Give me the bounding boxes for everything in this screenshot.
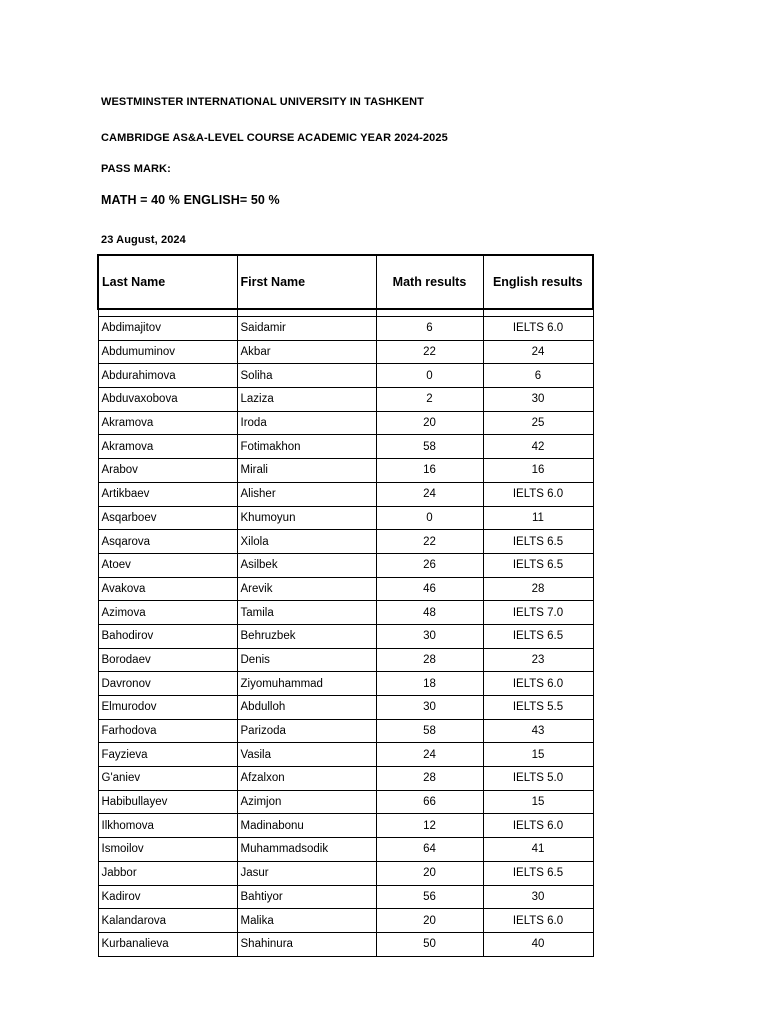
english-result-cell: 16 [483, 459, 593, 483]
first-name-cell: Alisher [237, 482, 376, 506]
table-row [98, 364, 593, 388]
last-name-cell: Artikbaev [98, 482, 237, 506]
first-name-cell: Khumoyun [237, 506, 376, 530]
math-result-cell: 26 [376, 553, 483, 577]
math-result-cell: 22 [376, 530, 483, 554]
last-name-cell: Kadirov [98, 885, 237, 909]
last-name-cell: Davronov [98, 672, 237, 696]
english-result-cell: 42 [483, 435, 593, 459]
column-header-english-results: English results [483, 255, 593, 309]
first-name-cell: Afzalxon [237, 767, 376, 791]
first-name-cell: Saidamir [237, 317, 376, 341]
last-name-cell: Avakova [98, 577, 237, 601]
pass-mark-values: MATH = 40 % ENGLISH= 50 % [101, 193, 280, 207]
first-name-cell: Shahinura [237, 932, 376, 956]
table-row [98, 553, 593, 577]
first-name-cell: Laziza [237, 388, 376, 412]
math-result-cell: 46 [376, 577, 483, 601]
first-name-cell: Jasur [237, 861, 376, 885]
english-result-cell: 15 [483, 790, 593, 814]
english-result-cell: IELTS 6.0 [483, 482, 593, 506]
university-title: WESTMINSTER INTERNATIONAL UNIVERSITY IN TASHKENT [101, 96, 424, 108]
math-result-cell: 20 [376, 411, 483, 435]
english-result-cell: 28 [483, 577, 593, 601]
english-result-cell: 41 [483, 838, 593, 862]
math-result-cell: 20 [376, 861, 483, 885]
last-name-cell: Elmurodov [98, 696, 237, 720]
last-name-cell: Borodaev [98, 648, 237, 672]
first-name-cell: Abdulloh [237, 696, 376, 720]
results-table [97, 254, 594, 957]
table-row [98, 411, 593, 435]
math-result-cell: 22 [376, 340, 483, 364]
english-result-cell: IELTS 6.5 [483, 624, 593, 648]
table-row [98, 530, 593, 554]
table-row [98, 672, 593, 696]
table-row [98, 767, 593, 791]
last-name-cell: Asqarboev [98, 506, 237, 530]
first-name-cell: Behruzbek [237, 624, 376, 648]
english-result-cell: 25 [483, 411, 593, 435]
math-result-cell: 30 [376, 624, 483, 648]
first-name-cell: Vasila [237, 743, 376, 767]
math-result-cell: 20 [376, 909, 483, 933]
first-name-cell: Muhammadsodik [237, 838, 376, 862]
english-result-cell: IELTS 6.0 [483, 317, 593, 341]
column-header-first-name: First Name [237, 255, 376, 309]
first-name-cell: Iroda [237, 411, 376, 435]
english-result-cell: IELTS 6.5 [483, 861, 593, 885]
last-name-cell: Abdurahimova [98, 364, 237, 388]
table-row [98, 601, 593, 625]
course-title: CAMBRIDGE AS&A-LEVEL COURSE ACADEMIC YEAR 2024-2025 [101, 132, 448, 144]
math-result-cell: 18 [376, 672, 483, 696]
table-spacer-row [98, 309, 593, 317]
math-result-cell: 0 [376, 506, 483, 530]
pass-mark-label: PASS MARK: [101, 163, 171, 175]
table-row [98, 317, 593, 341]
math-result-cell: 16 [376, 459, 483, 483]
math-result-cell: 58 [376, 435, 483, 459]
math-result-cell: 58 [376, 719, 483, 743]
last-name-cell: Abdimajitov [98, 317, 237, 341]
math-result-cell: 28 [376, 648, 483, 672]
last-name-cell: Akramova [98, 411, 237, 435]
math-result-cell: 0 [376, 364, 483, 388]
table-row [98, 790, 593, 814]
document-date: 23 August, 2024 [101, 234, 186, 246]
english-result-cell: IELTS 6.0 [483, 672, 593, 696]
math-result-cell: 24 [376, 743, 483, 767]
english-result-cell: 6 [483, 364, 593, 388]
table-row [98, 719, 593, 743]
english-result-cell: 30 [483, 885, 593, 909]
table-row [98, 885, 593, 909]
last-name-cell: Akramova [98, 435, 237, 459]
last-name-cell: Jabbor [98, 861, 237, 885]
math-result-cell: 30 [376, 696, 483, 720]
last-name-cell: Ismoilov [98, 838, 237, 862]
first-name-cell: Madinabonu [237, 814, 376, 838]
last-name-cell: Atoev [98, 553, 237, 577]
math-result-cell: 12 [376, 814, 483, 838]
english-result-cell: 43 [483, 719, 593, 743]
table-row [98, 696, 593, 720]
english-result-cell: IELTS 6.5 [483, 530, 593, 554]
english-result-cell: IELTS 6.5 [483, 553, 593, 577]
first-name-cell: Malika [237, 909, 376, 933]
last-name-cell: Abdumuminov [98, 340, 237, 364]
math-result-cell: 28 [376, 767, 483, 791]
table-row [98, 482, 593, 506]
last-name-cell: Asqarova [98, 530, 237, 554]
math-result-cell: 24 [376, 482, 483, 506]
first-name-cell: Denis [237, 648, 376, 672]
english-result-cell: IELTS 6.0 [483, 909, 593, 933]
table-row [98, 861, 593, 885]
last-name-cell: Habibullayev [98, 790, 237, 814]
table-row [98, 838, 593, 862]
table-header-row [98, 255, 593, 309]
last-name-cell: G'aniev [98, 767, 237, 791]
first-name-cell: Mirali [237, 459, 376, 483]
last-name-cell: Azimova [98, 601, 237, 625]
last-name-cell: Kalandarova [98, 909, 237, 933]
english-result-cell: 15 [483, 743, 593, 767]
table-row [98, 340, 593, 364]
english-result-cell: IELTS 7.0 [483, 601, 593, 625]
last-name-cell: Fayzieva [98, 743, 237, 767]
math-result-cell: 64 [376, 838, 483, 862]
table-row [98, 388, 593, 412]
first-name-cell: Azimjon [237, 790, 376, 814]
table-row [98, 909, 593, 933]
last-name-cell: Bahodirov [98, 624, 237, 648]
first-name-cell: Asilbek [237, 553, 376, 577]
english-result-cell: 30 [483, 388, 593, 412]
english-result-cell: 40 [483, 932, 593, 956]
table-body [98, 309, 593, 956]
english-result-cell: IELTS 5.0 [483, 767, 593, 791]
first-name-cell: Akbar [237, 340, 376, 364]
english-result-cell: 11 [483, 506, 593, 530]
first-name-cell: Fotimakhon [237, 435, 376, 459]
first-name-cell: Parizoda [237, 719, 376, 743]
table-row [98, 435, 593, 459]
table-row [98, 743, 593, 767]
table-row [98, 577, 593, 601]
column-header-math-results: Math results [376, 255, 483, 309]
english-result-cell: IELTS 5.5 [483, 696, 593, 720]
english-result-cell: 24 [483, 340, 593, 364]
first-name-cell: Tamila [237, 601, 376, 625]
english-result-cell: 23 [483, 648, 593, 672]
math-result-cell: 56 [376, 885, 483, 909]
math-result-cell: 50 [376, 932, 483, 956]
first-name-cell: Arevik [237, 577, 376, 601]
first-name-cell: Xilola [237, 530, 376, 554]
table-row [98, 814, 593, 838]
table-row [98, 648, 593, 672]
last-name-cell: Farhodova [98, 719, 237, 743]
last-name-cell: Abduvaxobova [98, 388, 237, 412]
math-result-cell: 66 [376, 790, 483, 814]
table-row [98, 506, 593, 530]
first-name-cell: Bahtiyor [237, 885, 376, 909]
first-name-cell: Ziyomuhammad [237, 672, 376, 696]
last-name-cell: Arabov [98, 459, 237, 483]
table-row [98, 459, 593, 483]
math-result-cell: 48 [376, 601, 483, 625]
english-result-cell: IELTS 6.0 [483, 814, 593, 838]
table-row [98, 932, 593, 956]
first-name-cell: Soliha [237, 364, 376, 388]
table-row [98, 624, 593, 648]
math-result-cell: 2 [376, 388, 483, 412]
last-name-cell: Kurbanalieva [98, 932, 237, 956]
last-name-cell: Ilkhomova [98, 814, 237, 838]
column-header-last-name: Last Name [98, 255, 237, 309]
math-result-cell: 6 [376, 317, 483, 341]
